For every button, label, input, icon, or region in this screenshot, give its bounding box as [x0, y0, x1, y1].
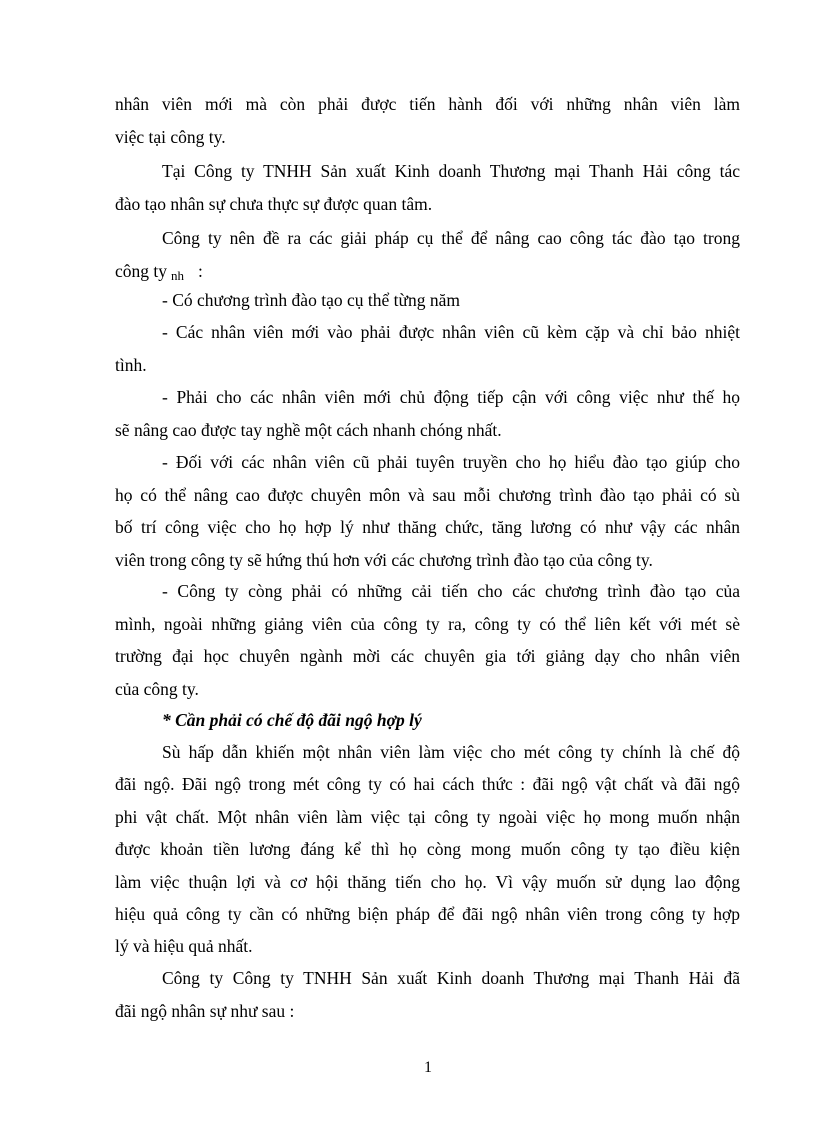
text-colon: : — [198, 261, 203, 281]
text-line: phi vật chất. Một nhân viên làm việc tại công ty ngoài việc họ mong muốn nhận — [115, 807, 740, 827]
text-line: Công ty nên đề ra các giải pháp cụ thể để nâng cao công tác đào tạo trong — [162, 228, 740, 248]
text-line: đãi ngộ. Đãi ngộ trong mét công ty có hai cách thức : đãi ngộ vật chất và đãi ngộ — [115, 774, 740, 794]
text-line: sẽ nâng cao được tay nghề một cách nhanh chóng nhất. — [115, 420, 502, 440]
text-line: việc tại công ty. — [115, 127, 226, 147]
text-line: mình, ngoài những giảng viên của công ty ra, công ty có thể liên kết với mét sè — [115, 614, 740, 634]
text-line: họ có thể nâng cao được chuyên môn và sau mỗi chương trình đào tạo phải có sù — [115, 485, 740, 505]
text-line: Công ty Công ty TNHH Sản xuất Kinh doanh Thương mại Thanh Hải đã — [162, 968, 740, 988]
list-item: - Các nhân viên mới vào phải được nhân viên cũ kèm cặp và chỉ bảo nhiệt — [162, 322, 740, 342]
text-line: đào tạo nhân sự chưa thực sự được quan tâm. — [115, 194, 433, 214]
text-fragment: nh — [171, 268, 185, 283]
text-line: nhân viên mới mà còn phải được tiến hành đối với những nhân viên làm — [115, 94, 740, 114]
text-line: Tại Công ty TNHH Sản xuất Kinh doanh Thương mại Thanh Hải công tác — [162, 161, 740, 181]
text-line: viên trong công ty sẽ hứng thú hơn với các chương trình đào tạo của công ty. — [115, 550, 653, 570]
text-line: bố trí công việc cho họ hợp lý như thăng chức, tăng lương có như vậy các nhân — [115, 517, 740, 537]
page-number: 1 — [424, 1059, 432, 1076]
text-line-start: công ty — [115, 261, 168, 281]
text-line: của công ty. — [115, 679, 199, 699]
list-item: - Công ty còng phải có những cải tiến cho các chương trình đào tạo của — [162, 581, 740, 601]
text-line: đãi ngộ nhân sự như sau : — [115, 1001, 295, 1021]
text-line — [115, 260, 740, 287]
text-line: trường đại học chuyên ngành mời các chuyên gia tới giảng dạy cho nhân viên — [115, 646, 740, 666]
text-line: lý và hiệu quả nhất. — [115, 936, 253, 956]
text-line: hiệu quả công ty cần có những biện pháp để đãi ngộ nhân viên trong công ty hợp — [115, 904, 740, 924]
section-heading: * Cần phải có chế độ đãi ngộ hợp lý — [162, 710, 422, 730]
text-line: tình. — [115, 355, 147, 375]
text-line: làm việc thuận lợi và cơ hội thăng tiến cho họ. Vì vậy muốn sử dụng lao động — [115, 872, 740, 892]
text-line: Sù hấp dẫn khiến một nhân viên làm việc cho mét công ty chính là chế độ — [162, 742, 740, 762]
list-item: - Đối với các nhân viên cũ phải tuyên truyền cho họ hiểu đào tạo giúp cho — [162, 452, 740, 472]
list-item: - Có chương trình đào tạo cụ thể từng năm — [162, 290, 460, 310]
list-item: - Phải cho các nhân viên mới chủ động tiếp cận với công việc như thế họ — [162, 387, 740, 407]
text-line: được khoản tiền lương đáng kể thì họ còng mong muốn công ty tạo điều kiện — [115, 839, 740, 859]
